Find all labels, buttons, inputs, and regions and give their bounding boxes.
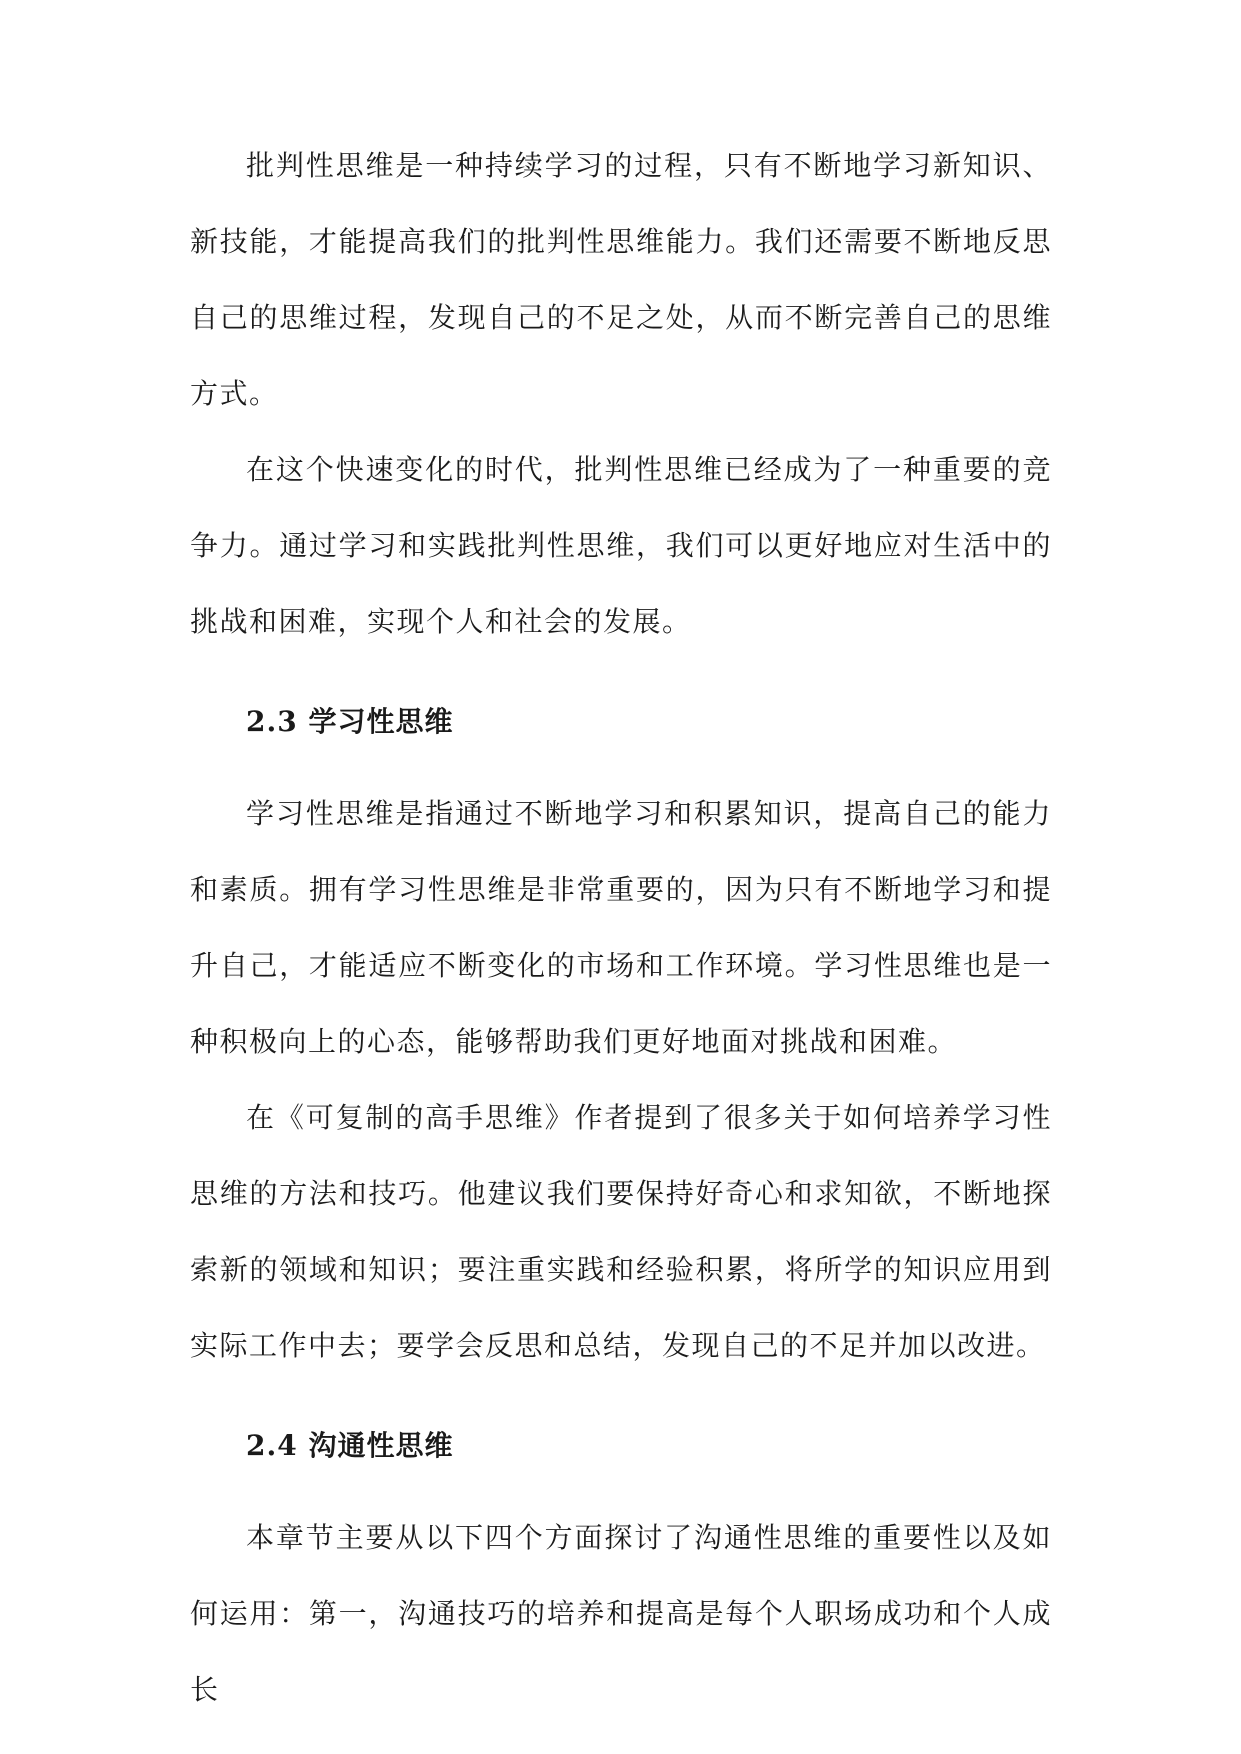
paragraph-critical-thinking-learning: 批判性思维是一种持续学习的过程，只有不断地学习新知识、新技能，才能提高我们的批判性思维能力。我们还需要不断地反思自己的思维过程，发现自己的不足之处，从而不断完善自己的思维方式。 xyxy=(190,149,1052,410)
paragraph-learning-thinking-methods: 在《可复制的高手思维》作者提到了很多关于如何培养学习性思维的方法和技巧。他建议我们要保持好奇心和求知欲，不断地探索新的领域和知识；要注重实践和经验积累，将所学的知识应用到实际工作中去；要学会反思和总结，发现自己的不足并加以改进。 xyxy=(190,1101,1052,1362)
section-heading-learning-thinking: 2.3 学习性思维 xyxy=(246,705,454,738)
paragraph-communication-thinking-intro: 本章节主要从以下四个方面探讨了沟通性思维的重要性以及如何运用：第一，沟通技巧的培养和提高是每个人职场成功和个人成长 xyxy=(190,1521,1052,1706)
paragraph-learning-thinking-definition: 学习性思维是指通过不断地学习和积累知识，提高自己的能力和素质。拥有学习性思维是非常重要的，因为只有不断地学习和提升自己，才能适应不断变化的市场和工作环境。学习性思维也是一种积极向上的心态，能够帮助我们更好地面对挑战和困难。 xyxy=(190,797,1052,1058)
section-heading-communication-thinking: 2.4 沟通性思维 xyxy=(246,1429,454,1462)
paragraph-critical-thinking-competitiveness: 在这个快速变化的时代，批判性思维已经成为了一种重要的竞争力。通过学习和实践批判性思维，我们可以更好地应对生活中的挑战和困难，实现个人和社会的发展。 xyxy=(190,453,1052,638)
document-body xyxy=(190,140,1052,1728)
